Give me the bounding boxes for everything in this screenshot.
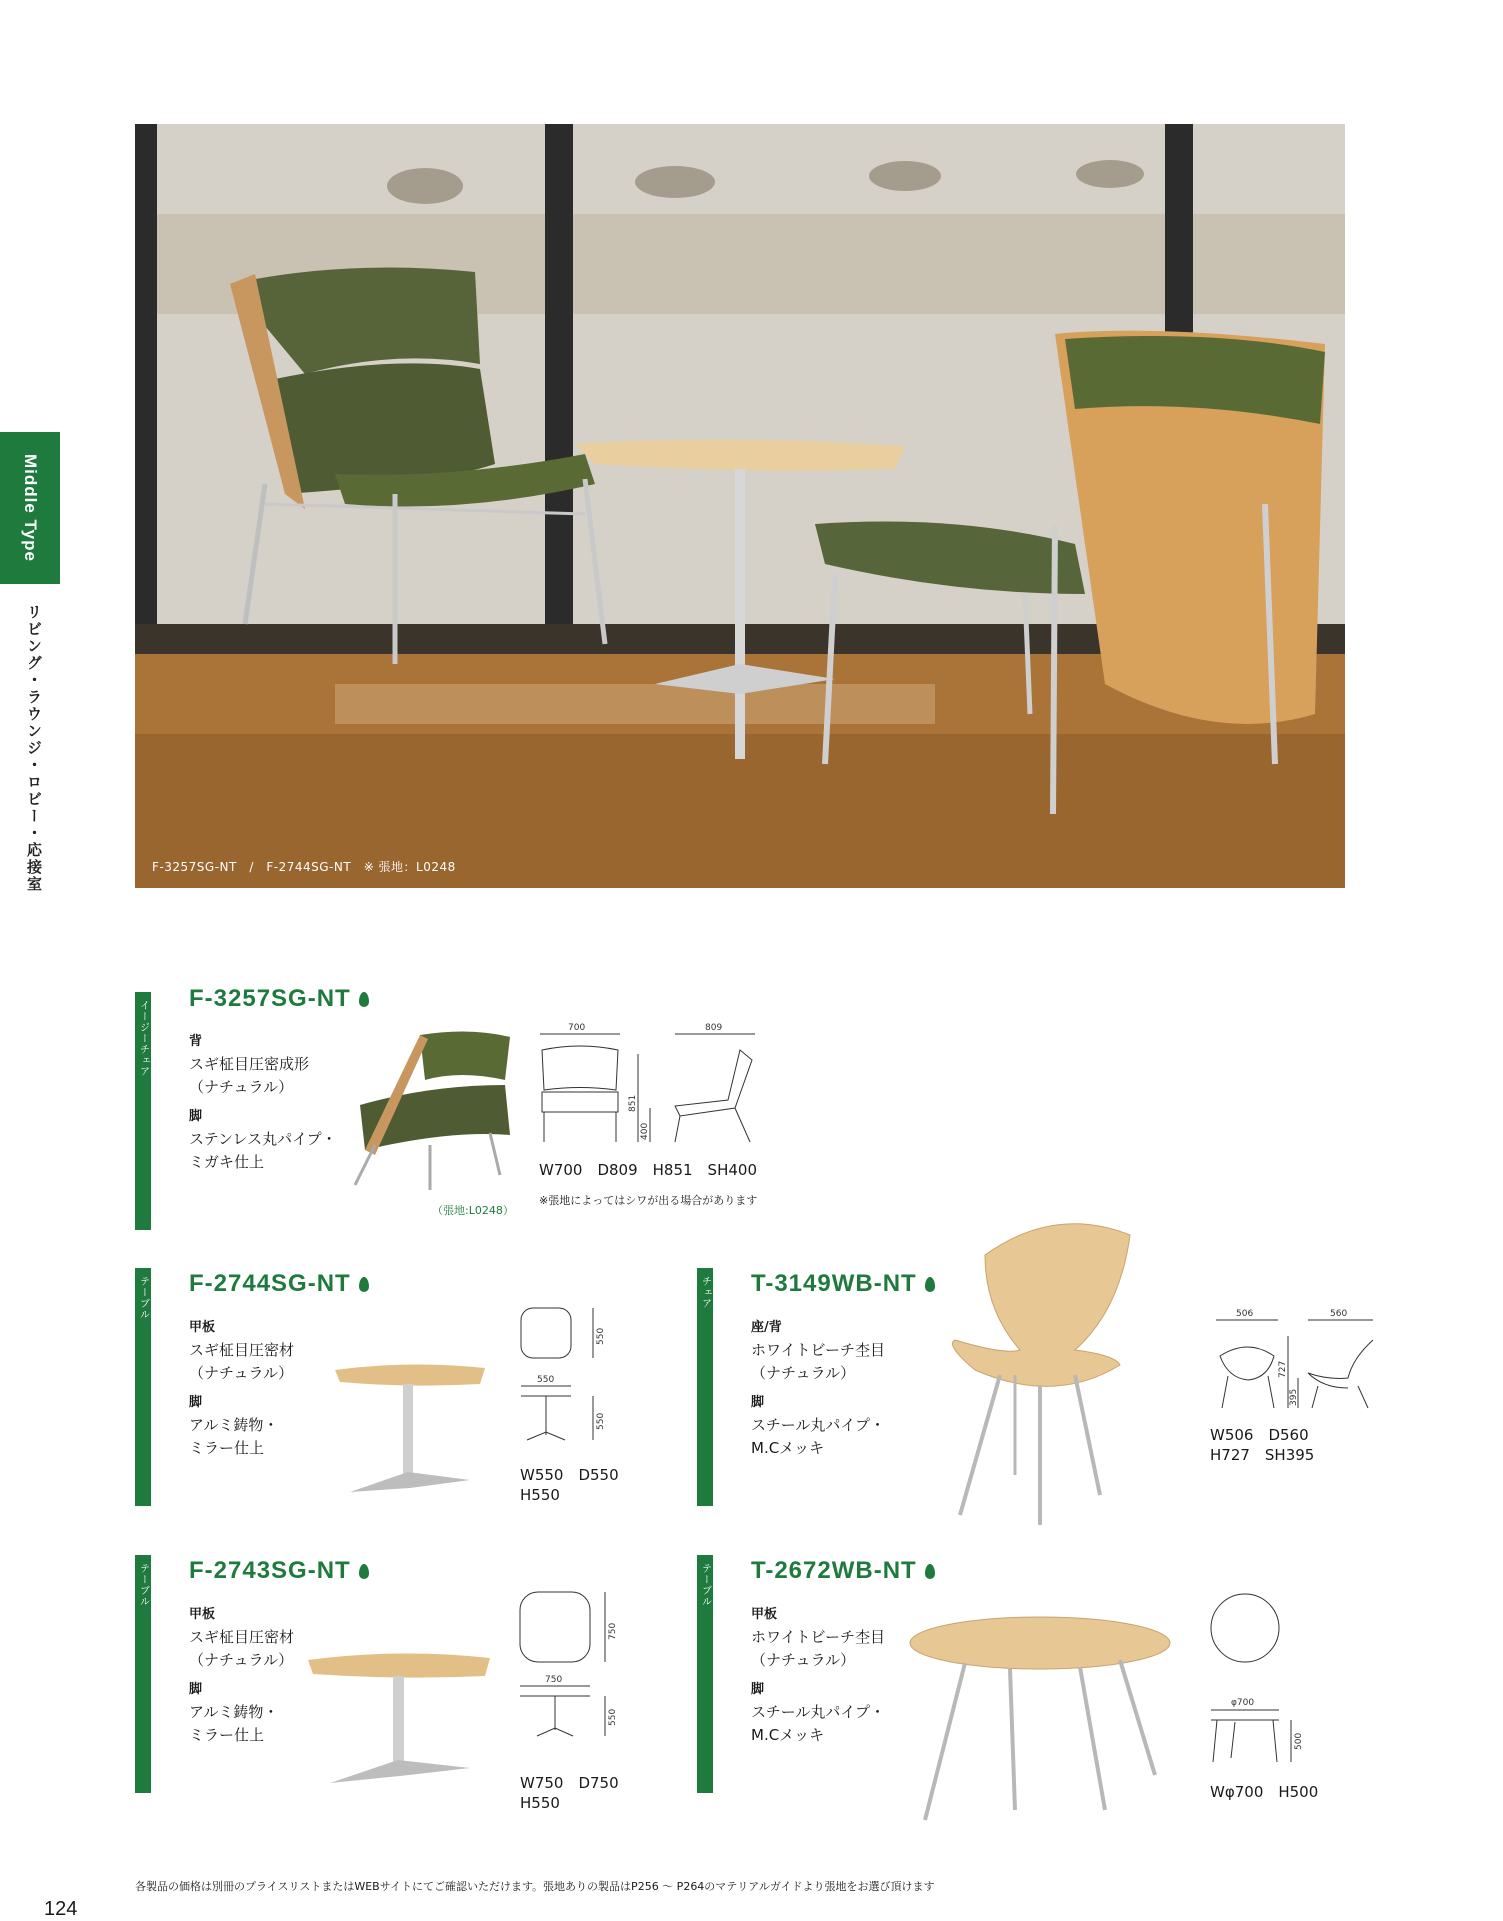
spec-heading: 脚 (189, 1682, 203, 1697)
product-model (189, 1270, 369, 1298)
spec-text: ステンレス丸パイプ・ (189, 1130, 337, 1148)
dim-height: 550 (608, 1708, 618, 1726)
product-model-name: F-2743SG-NT (189, 1557, 351, 1584)
product-note: ※張地によってはシワが出る場合があります (539, 1194, 758, 1207)
product-dimensions: Wφ700 H500 (1210, 1783, 1319, 1801)
dim-seat-height: 400 (640, 1122, 650, 1140)
product-spec (751, 1603, 885, 1747)
category-bar (135, 1555, 151, 1793)
spec-text: ホワイトビーチ杢目 (751, 1341, 885, 1359)
dim-height: 550 (596, 1412, 606, 1430)
spec-heading: 脚 (751, 1682, 765, 1697)
spec-text: ミラー仕上 (189, 1726, 265, 1744)
spec-text: （ナチュラル） (189, 1364, 294, 1382)
spec-text: ミラー仕上 (189, 1439, 265, 1457)
spec-heading: 脚 (751, 1395, 765, 1410)
product-spec (189, 1603, 294, 1747)
product-model-name: T-3149WB-NT (751, 1270, 917, 1297)
spec-heading: 脚 (189, 1395, 203, 1410)
product-model-name: T-2672WB-NT (751, 1557, 917, 1584)
product-model (189, 1557, 369, 1585)
dimensions-line: H550 (520, 1486, 560, 1504)
dim-top: 550 (596, 1327, 606, 1345)
dim-diameter: φ700 (1231, 1698, 1255, 1708)
category-bar (697, 1268, 713, 1506)
spec-text: スチール丸パイプ・ (751, 1416, 885, 1434)
product-photo (905, 1615, 1175, 1834)
spec-text: スチール丸パイプ・ (751, 1703, 885, 1721)
product-spec (189, 1316, 294, 1460)
product-dimensions (520, 1773, 619, 1813)
category-bar (697, 1555, 713, 1793)
dimension-drawing (1205, 1590, 1325, 1769)
spec-text: （ナチュラル） (189, 1078, 294, 1096)
eco-leaf-icon (359, 992, 369, 1007)
product-spec (189, 1030, 337, 1174)
dimension-drawing (1208, 1308, 1383, 1417)
footer-note: 各製品の価格は別冊のプライスリストまたはWEBサイトにてご確認いただけます。張地ありの製品はP256 〜 P264のマテリアルガイドより張地をお選び頂けます (135, 1880, 935, 1893)
spec-text: アルミ鋳物・ (189, 1416, 279, 1434)
eco-leaf-icon (925, 1564, 935, 1579)
fabric-label: （張地:L0248） (432, 1204, 514, 1217)
dimensions-line: H727 SH395 (1210, 1446, 1315, 1464)
spec-heading: 甲板 (189, 1607, 216, 1622)
page-number: 124 (44, 1898, 78, 1920)
product-photo (305, 1648, 495, 1797)
dim-width: 750 (545, 1675, 563, 1685)
eco-leaf-icon (359, 1564, 369, 1579)
product-photo (945, 1215, 1135, 1534)
hero-photo (135, 124, 1345, 888)
spec-text: （ナチュラル） (751, 1651, 856, 1669)
product-dimensions (1210, 1425, 1314, 1465)
category-bar-label: テーブル (137, 1563, 149, 1607)
eco-leaf-icon (359, 1277, 369, 1292)
category-bar-label: チェア (699, 1276, 711, 1309)
dim-height: 727 (1278, 1360, 1288, 1378)
dim-top: 750 (608, 1622, 618, 1640)
product-model-name: F-2744SG-NT (189, 1270, 351, 1297)
spec-heading: 甲板 (189, 1320, 216, 1335)
spec-text: スギ柾目圧密成形 (189, 1055, 310, 1073)
product-dimensions (520, 1465, 619, 1505)
spec-text: （ナチュラル） (189, 1651, 294, 1669)
spec-text: ミガキ仕上 (189, 1153, 265, 1171)
spec-text: アルミ鋳物・ (189, 1703, 279, 1721)
spec-text: M.Cメッキ (751, 1726, 825, 1744)
hero-caption: F-3257SG-NT / F-2744SG-NT ※ 張地：L0248 (152, 860, 456, 874)
dimension-drawing (530, 1020, 770, 1149)
dimensions-line: W506 D560 (1210, 1426, 1309, 1444)
dim-width: 506 (1236, 1309, 1254, 1319)
product-spec (751, 1316, 885, 1460)
dim-depth: 809 (705, 1023, 723, 1033)
product-photo (340, 1025, 520, 1204)
spec-heading: 脚 (189, 1109, 203, 1124)
category-bar (135, 992, 151, 1230)
category-bar-label: テーブル (137, 1276, 149, 1320)
product-model (751, 1557, 935, 1585)
dim-width: 550 (537, 1375, 555, 1385)
spec-text: （ナチュラル） (751, 1364, 856, 1382)
spec-heading: 甲板 (751, 1607, 778, 1622)
category-bar-label: テーブル (699, 1563, 711, 1607)
dim-height: 500 (1294, 1732, 1304, 1750)
spec-heading: 座/背 (751, 1320, 782, 1335)
spec-text: M.Cメッキ (751, 1439, 825, 1457)
dimensions-line: W550 D550 (520, 1466, 619, 1484)
spec-text: スギ柾目圧密材 (189, 1341, 295, 1359)
product-photo (330, 1360, 490, 1509)
dimension-drawing (515, 1590, 618, 1749)
product-model (189, 985, 369, 1013)
category-bar (135, 1268, 151, 1506)
dimensions-line: H550 (520, 1794, 560, 1812)
spec-heading: 背 (189, 1034, 203, 1049)
dim-seat-height: 395 (1289, 1388, 1299, 1406)
eco-leaf-icon (925, 1277, 935, 1292)
category-bar-label: イージーチェア (137, 1000, 149, 1077)
product-dimensions: W700 D809 H851 SH400 (539, 1161, 757, 1179)
product-model (751, 1270, 935, 1298)
product-model-name: F-3257SG-NT (189, 985, 351, 1012)
dim-width: 700 (568, 1023, 586, 1033)
dim-height: 851 (628, 1094, 638, 1112)
dimensions-line: W750 D750 (520, 1774, 619, 1792)
section-tab-label: Middle Type (21, 454, 40, 562)
dim-depth: 560 (1330, 1309, 1348, 1319)
category-label: リビング・ラウンジ・ロビー・応接室 (25, 604, 43, 893)
spec-text: ホワイトビーチ杢目 (751, 1628, 885, 1646)
section-tab (0, 432, 60, 584)
spec-text: スギ柾目圧密材 (189, 1628, 295, 1646)
dimension-drawing (515, 1300, 615, 1459)
